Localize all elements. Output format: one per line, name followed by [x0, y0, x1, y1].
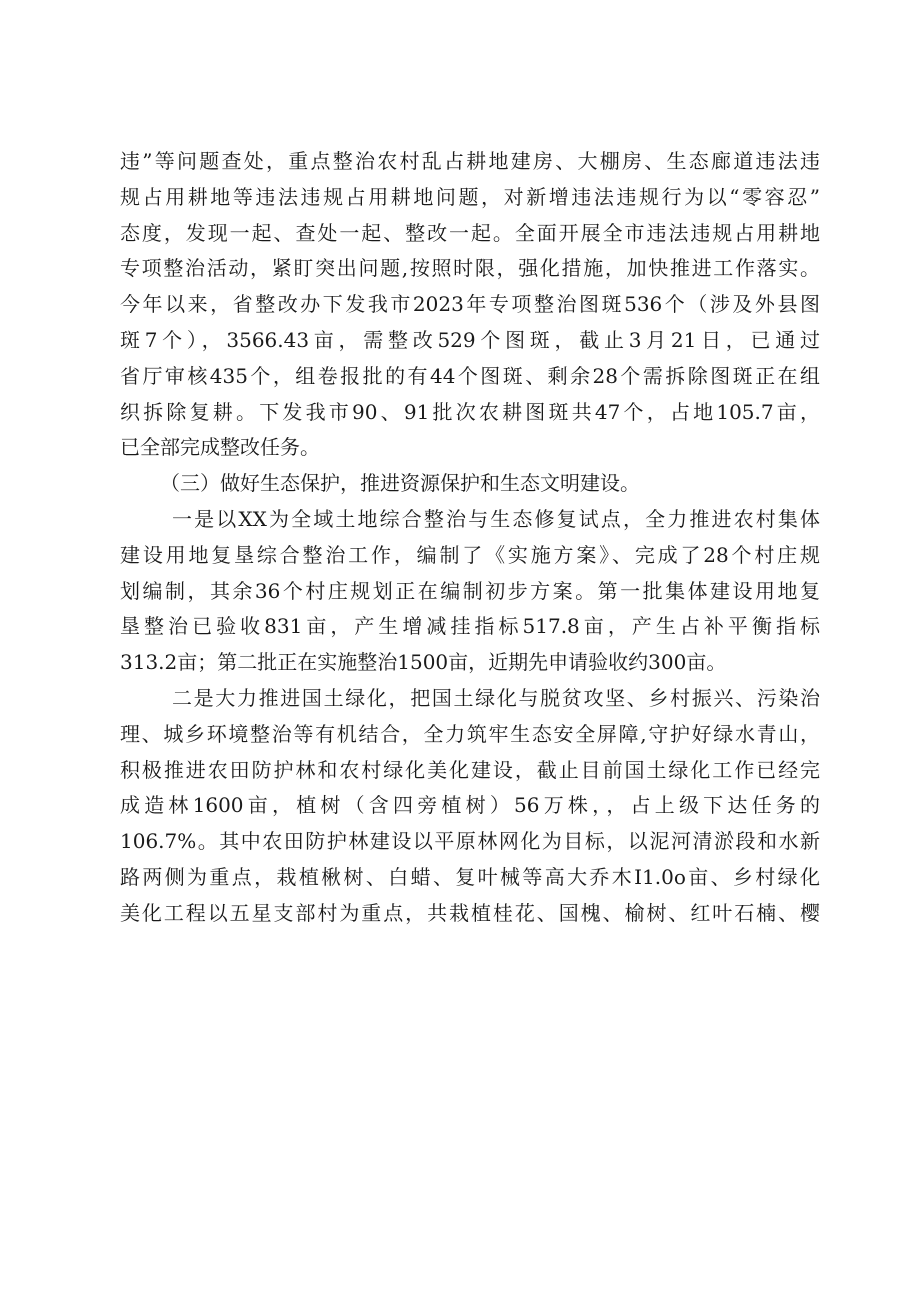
text-line: 美化工程以五星支部村为重点，共栽植桂花、国槐、榆树、红叶石楠、樱: [120, 900, 820, 925]
text-line: 路两侧为重点，栽植楸树、白蜡、复叶械等高大乔木I1.0o亩、乡村绿化: [120, 864, 820, 889]
text-line: 省厅审核435个，组卷报批的有44个图斑、剩余28个需拆除图斑正在组: [120, 363, 820, 388]
text-line: 专项整治活动，紧盯突出问题,按照时限，强化措施，加快推进工作落实。: [120, 256, 820, 281]
text-line: 313.2亩；第二批正在实施整治1500亩，近期先申请验收约300亩。: [120, 650, 727, 675]
text-line: 二是大力推进国土绿化，把国土绿化与脱贫攻坚、乡村振兴、污染治: [172, 685, 820, 710]
text-line: 已全部完成整改任务。: [120, 435, 320, 460]
document-body: [120, 144, 820, 932]
section-heading: （三）做好生态保护，推进资源保护和生态文明建设。: [160, 471, 640, 496]
section-heading-ecological-protection: [120, 466, 820, 502]
text-line: 态度，发现一起、查处一起、整改一起。全面开展全市违法违规占用耕地: [120, 220, 820, 245]
text-line: 垦整治已验收831亩，产生增减挂指标517.8亩，产生占补平衡指标: [120, 614, 820, 639]
text-line: 斑7个），3566.43亩，需整改529个图斑，截止3月21日，已通过: [120, 327, 820, 352]
text-line: 违”等问题查处，重点整治农村乱占耕地建房、大棚房、生态廊道违法违: [120, 149, 820, 173]
text-line: 106.7%。其中农田防护林建设以平原林网化为目标，以泥河清淤段和水新: [120, 829, 820, 854]
text-line: 规占用耕地等违法违规占用耕地问题，对新增违法违规行为以“零容忍”: [120, 184, 820, 209]
text-line: 积极推进农田防护林和农村绿化美化建设，截止目前国土绿化工作已经完: [120, 757, 820, 782]
paragraph-illegal-land-rectification: [120, 144, 820, 466]
paragraph-land-greening: [120, 681, 820, 932]
text-line: 一是以XX为全域土地综合整治与生态修复试点，全力推进农村集体: [172, 506, 820, 531]
text-line: 划编制，其余36个村庄规划正在编制初步方案。第一批集体建设用地复: [120, 578, 820, 603]
text-line: 织拆除复耕。下发我市90、91批次农耕图斑共47个，占地105.7亩，: [120, 399, 820, 424]
text-line: 今年以来，省整改办下发我市2023年专项整治图斑536个（涉及外县图: [120, 292, 820, 317]
paragraph-land-consolidation: [120, 502, 820, 681]
text-line: 理、城乡环境整治等有机结合，全力筑牢生态安全屏障,守护好绿水青山，: [120, 721, 820, 746]
text-line: 成造林1600亩，植树（含四旁植树）56万株，，占上级下达任务的: [120, 793, 820, 818]
text-line: 建设用地复垦综合整治工作，编制了《实施方案》、完成了28个村庄规: [120, 542, 820, 567]
